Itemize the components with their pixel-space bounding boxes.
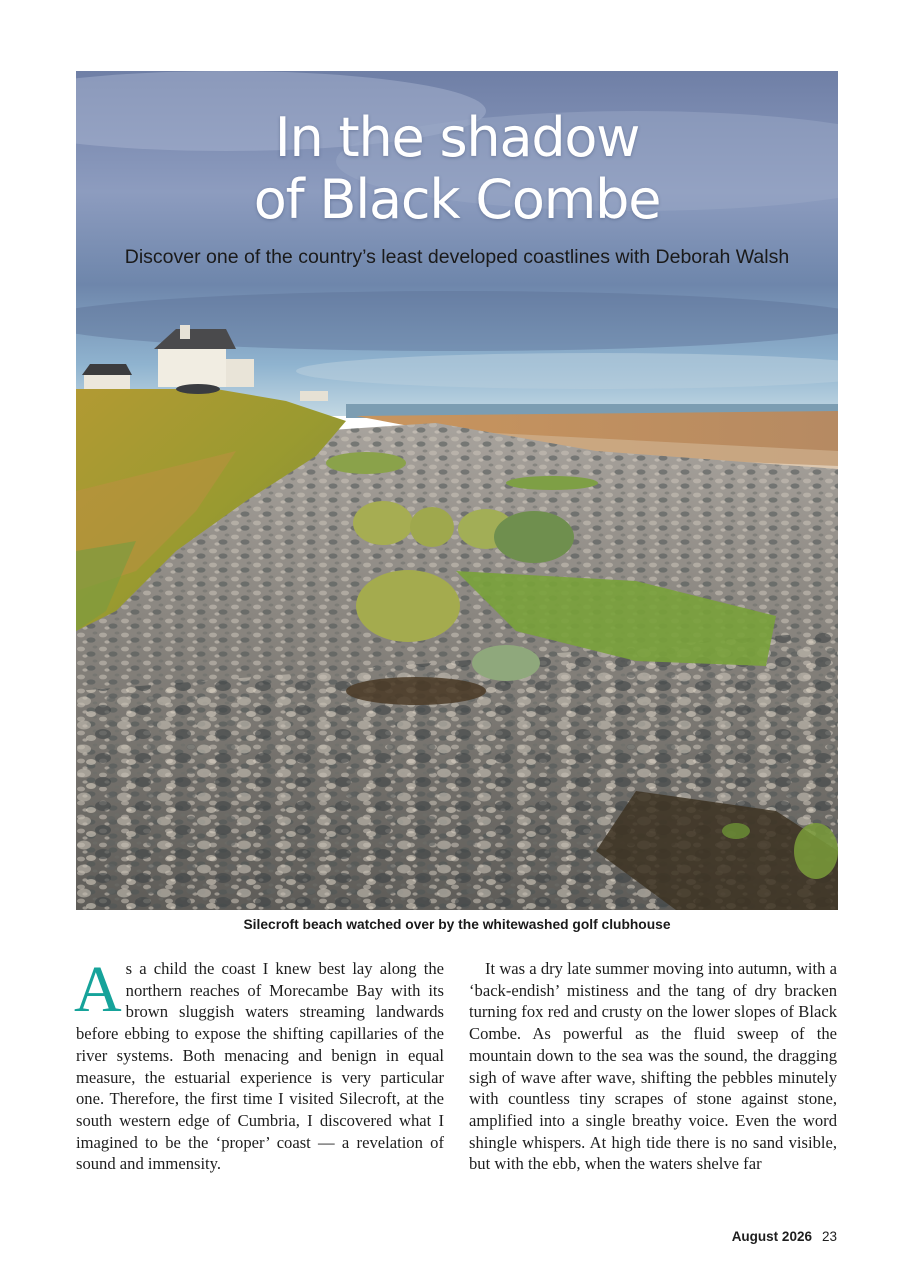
drop-cap: A: [74, 953, 122, 1026]
body-column-1-text: s a child the coast I knew best lay along the northern reaches of Morecambe Bay with its brown sluggish waters streaming landwards before ebbing to expose the shifting capillaries of the river systems. Both menacing and benign in equal measure, the estuarial experience is very particular one. Therefore, the first time I visited Silecroft, at the south western edge of Cumbria, I discovered what I imagined to be the ‘proper’ coast — a revelation of sound and immensity.: [76, 959, 444, 1174]
title-line-2: of Black Combe: [253, 168, 661, 231]
photo-caption: Silecroft beach watched over by the whitewashed golf clubhouse: [243, 917, 671, 932]
article-title: [76, 107, 838, 231]
issue-date: August 2026: [731, 1229, 812, 1244]
article-standfirst: Discover one of the country’s least developed coastlines with Deborah Walsh: [124, 246, 790, 268]
body-column-1: [74, 953, 444, 1175]
page-number: 23: [821, 1229, 837, 1244]
hero-photo: [76, 71, 838, 910]
title-line-1: In the shadow: [274, 106, 640, 169]
body-column-2: It was a dry late summer moving into autumn, with a ‘back-endish’ mistiness and the tang of dry bracken turning fox red and crusty on the lower slopes of Black Combe. As powerful as the fluid sweep of the mountain down to the sea was the sound, the dragging sigh of wave after wave, shifting the pebbles minutely with countless tiny scrapes of stone against stone, amplified into a single breathy voice. Even the word shingle whispers. At high tide there is no sand visible, but with the ebb, when the waters shelve far: [469, 959, 837, 1174]
page-footer: [732, 1229, 837, 1244]
